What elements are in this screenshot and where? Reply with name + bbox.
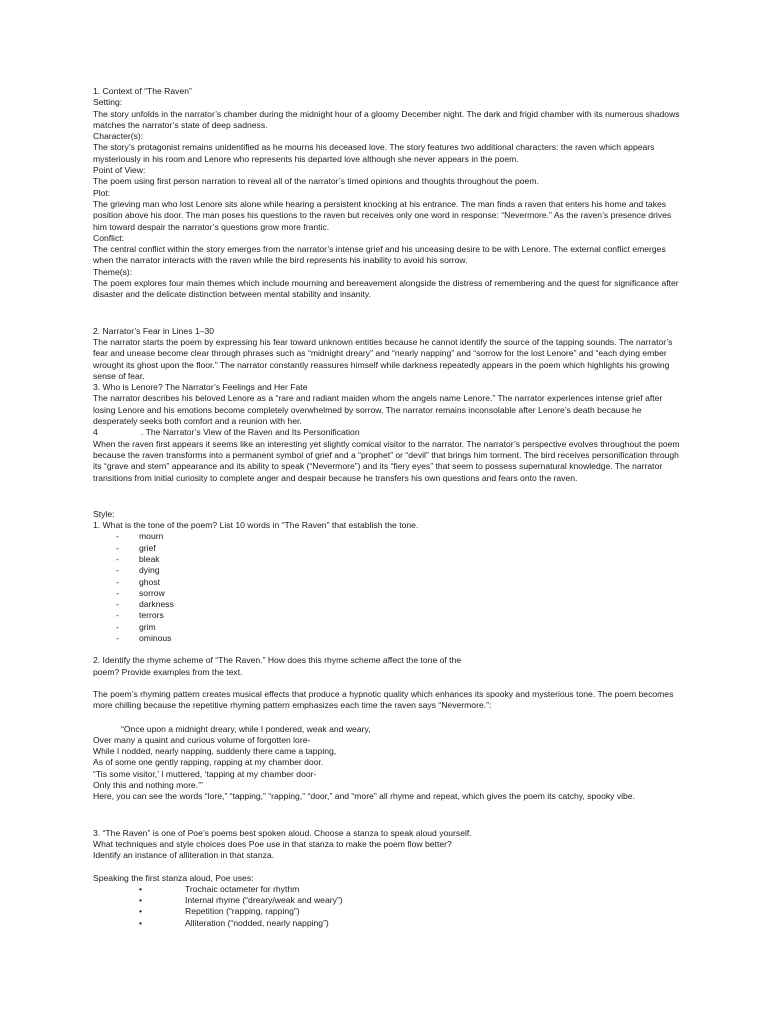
question-3-line1: 3. “The Raven” is one of Poe’s poems best spoken aloud. Choose a stanza to speak aloud yourself. — [93, 827, 472, 838]
tone-word: terrors — [139, 610, 164, 621]
question-3-intro: Speaking the first stanza aloud, Poe uses: — [93, 872, 254, 883]
bullet-marker: • — [139, 906, 143, 917]
pov-label: Point of View: — [93, 165, 146, 176]
dash-marker: - — [116, 587, 119, 598]
list-item — [93, 610, 683, 621]
technique-list — [93, 884, 683, 929]
themes-label: Theme(s): — [93, 266, 133, 277]
characters-label: Character(s): — [93, 131, 144, 142]
tone-word: dying — [139, 565, 160, 576]
list-item — [93, 543, 683, 554]
technique: Trochaic octameter for rhythm — [185, 883, 300, 894]
conflict-label: Conflict: — [93, 232, 125, 243]
themes-text: The poem explores four main themes which include mourning and bereavement alongside the distress of remembering and the quest for significance after disaster and the delicate distinction between mental stability and insanity. — [93, 278, 679, 300]
list-item — [93, 633, 683, 644]
quote-line: As of some one gently rapping, rapping at my chamber door. — [93, 757, 324, 768]
tone-word: grim — [139, 621, 156, 632]
quote-line: “Tis some visitor,’ I muttered, ‘tapping at my chamber door- — [93, 768, 317, 779]
dash-marker: - — [116, 542, 119, 553]
tone-word: sorrow — [139, 587, 165, 598]
spacer — [93, 862, 683, 873]
tone-word: ghost — [139, 576, 161, 587]
section4-title: . The Narrator’s View of the Raven and Its Personification — [141, 427, 360, 438]
question-2-conclusion: Here, you can see the words “lore,” “tapping,” “rapping,” “door,” and “more” all rhyme and repeat, which gives the poem its catchy, spooky vibe. — [93, 791, 635, 802]
bullet-marker: • — [139, 895, 143, 906]
dash-marker: - — [116, 621, 119, 632]
list-item — [93, 554, 683, 565]
tone-word: grief — [139, 542, 156, 553]
plot-label: Plot: — [93, 187, 111, 198]
spacer — [93, 678, 683, 689]
spacer — [93, 644, 683, 655]
bullet-marker: • — [139, 883, 143, 894]
list-item — [93, 531, 683, 542]
dash-marker: - — [116, 599, 119, 610]
tone-word: ominous — [139, 633, 172, 644]
question-1: 1. What is the tone of the poem? List 10 words in “The Raven” that establish the tone. — [93, 520, 419, 531]
list-item — [93, 895, 683, 906]
spacer — [93, 301, 683, 326]
section3-text: The narrator describes his beloved Lenore as a “rare and radiant maiden whom the angels name Lenore.” The narrator experiences intense grief after losing Lenore and his emotions become completely overwhelmed by sorrow. The narrator remains inconsolable after Lenore’s death because he desperately seeks both comfort and a reunion with her. — [93, 393, 663, 427]
list-item — [93, 577, 683, 588]
dash-marker: - — [116, 531, 119, 542]
bullet-marker: • — [139, 917, 143, 928]
pov-text: The poem using first person narration to reveal all of the narrator’s timed opinions and thoughts throughout the poem. — [93, 176, 539, 187]
tone-word: bleak — [139, 553, 160, 564]
quote-line: Over many a quaint and curious volume of forgotten lore- — [93, 734, 311, 745]
quote-line: Only this and nothing more.’” — [93, 780, 203, 791]
question-3-line2: What techniques and style choices does Poe use in that stanza to make the poem flow better? — [93, 838, 452, 849]
quote-line: While I nodded, nearly napping, suddenly there came a tapping, — [93, 746, 337, 757]
tone-word: mourn — [139, 531, 164, 542]
section4-number: 4 — [93, 427, 98, 438]
tone-word: darkness — [139, 599, 174, 610]
list-item — [93, 565, 683, 576]
spacer — [93, 484, 683, 509]
question-2-line1: 2. Identify the rhyme scheme of “The Raven.” How does this rhyme scheme affect the tone of the — [93, 655, 462, 666]
list-item — [93, 622, 683, 633]
spacer — [93, 803, 683, 828]
question-2-answer: The poem’s rhyming pattern creates musical effects that produce a hypnotic quality which enhances its spooky and mysterious tone. The poem becomes more chilling because the repetitive rhyming pattern emphasizes each time the raven says “Nevermore.”: — [93, 688, 674, 711]
dash-marker: - — [116, 565, 119, 576]
section1-heading: 1. Context of “The Raven” — [93, 86, 192, 96]
list-item — [93, 588, 683, 599]
section4-heading — [93, 427, 683, 438]
section2-text: The narrator starts the poem by expressing his fear toward unknown entities because he cannot identify the source of the tapping sounds. The narrator’s fear and unease become clear through phrases such as “midnight dreary” and “nearly napping” and “sorrow for the lost Lenore” and “each dying ember wrought its ghost upon the floor.” The narrator constantly reassures himself while darkness repeatedly appears in the poem which highlights his growing sense of fear. — [93, 336, 673, 381]
list-item — [93, 918, 683, 929]
setting-label: Setting: — [93, 97, 123, 108]
list-item — [93, 906, 683, 917]
poem-quote — [93, 724, 683, 792]
dash-marker: - — [116, 610, 119, 621]
dash-marker: - — [116, 553, 119, 564]
list-item — [93, 884, 683, 895]
question-2-line2: poem? Provide examples from the text. — [93, 666, 243, 677]
dash-marker: - — [116, 576, 119, 587]
technique: Alliteration (“nodded, nearly napping”) — [185, 917, 329, 928]
section2-heading: 2. Narrator’s Fear in Lines 1–30 — [93, 325, 215, 336]
dash-marker: - — [116, 633, 119, 644]
style-label: Style: — [93, 508, 115, 519]
section3-heading: 3. Who is Lenore? The Narrator’s Feelings and Her Fate — [93, 382, 308, 393]
quote-line: “Once upon a midnight dreary, while I pondered, weak and weary, — [121, 723, 371, 734]
technique: Repetition (“rapping, rapping”) — [185, 906, 300, 917]
conflict-text: The central conflict within the story emerges from the narrator’s intense grief and his unceasing desire to be with Lenore. The external conflict emerges when the narrator interacts with the raven while the bird represents his inability to avoid his sorrow. — [93, 244, 666, 266]
characters-text: The story’s protagonist remains unidentified as he mourns his deceased love. The story features two additional characters: the raven which appears mysteriously in his room and Lenore who represents his departed love although she never appears in the poem. — [93, 142, 655, 164]
technique: Internal rhyme (“dreary/weak and weary”) — [185, 895, 343, 906]
setting-text: The story unfolds in the narrator’s chamber during the midnight hour of a gloomy December night. The dark and frigid chamber with its numerous shadows matches the narrator’s state of deep sadness. — [93, 108, 680, 130]
spacer — [93, 712, 683, 724]
plot-text: The grieving man who lost Lenore sits alone while hearing a persistent knocking at his entrance. The man finds a raven that enters his home and takes position above his door. The man poses his questions to the raven but receives only one word in response: “Nevermore.” As the raven’s presence drives him toward despair the narrator’s questions grow more frantic. — [93, 198, 672, 232]
document-body — [93, 86, 683, 929]
tone-word-list — [93, 531, 683, 644]
section4-text: When the raven first appears it seems like an interesting yet slightly comical visitor to the narrator. The narrator’s perspective evolves throughout the poem because the raven transforms into a permanent symbol of grief and a “prophet” or “devil” that brings him torment. The bird receives personification through its “grave and stern” appearance and its ability to speak (“Nevermore”) and its “fiery eyes” that seem to possess supernatural knowledge. The narrator transitions from initial curiosity to complete anger and despair because he transfers his own questions and fears onto the raven. — [93, 438, 680, 483]
question-3-line3: Identify an instance of alliteration in that stanza. — [93, 850, 275, 861]
list-item — [93, 599, 683, 610]
